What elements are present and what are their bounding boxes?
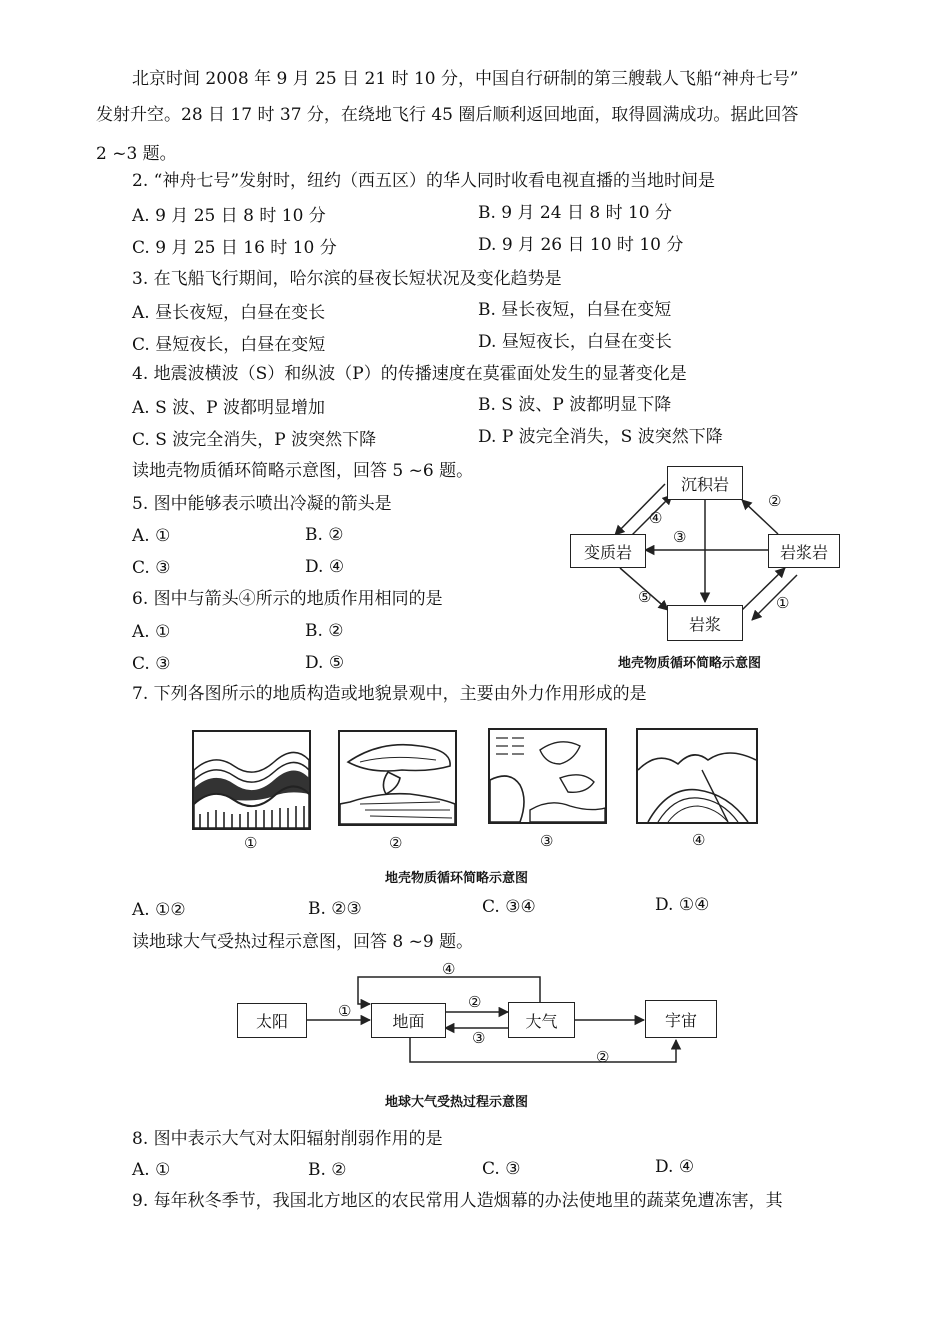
q5-stem: 5. 图中能够表示喷出冷凝的箭头是 bbox=[132, 494, 392, 514]
q8-option-b: B. ② bbox=[308, 1160, 347, 1180]
q6-option-c: C. ③ bbox=[132, 654, 171, 674]
picture-label-3: ③ bbox=[540, 832, 554, 850]
node-atmosphere: 大气 bbox=[508, 1002, 575, 1038]
heat-label-2a: ② bbox=[468, 993, 482, 1011]
q4-option-a: A. S 波、P 波都明显增加 bbox=[132, 398, 325, 418]
node-sedimentary-rock: 沉积岩 bbox=[667, 466, 743, 500]
label-1: ① bbox=[776, 594, 790, 612]
q3-option-c: C. 昼短夜长，白昼在变短 bbox=[132, 335, 326, 355]
arrow-ground-to-space bbox=[410, 1038, 676, 1062]
q3-option-b: B. 昼长夜短，白昼在变短 bbox=[478, 300, 672, 320]
heat-label-3: ③ bbox=[472, 1029, 486, 1047]
q5-option-a: A. ① bbox=[132, 526, 171, 546]
q4-option-c: C. S 波完全消失，P 波突然下降 bbox=[132, 430, 377, 450]
q3-option-d: D. 昼短夜长，白昼在变长 bbox=[478, 332, 672, 352]
q2-option-c: C. 9 月 25 日 16 时 10 分 bbox=[132, 238, 337, 258]
node-igneous-rock: 岩浆岩 bbox=[768, 534, 840, 568]
heat-label-2b: ② bbox=[596, 1048, 610, 1066]
read-instruction-8-9: 读地球大气受热过程示意图，回答 8 ~9 题。 bbox=[132, 932, 474, 952]
q4-option-b: B. S 波、P 波都明显下降 bbox=[478, 395, 672, 415]
q7-stem: 7. 下列各图所示的地质构造或地貌景观中，主要由外力作用形成的是 bbox=[132, 684, 647, 704]
label-5: ⑤ bbox=[638, 588, 652, 606]
q8-option-c: C. ③ bbox=[482, 1159, 521, 1179]
q5-option-b: B. ② bbox=[305, 525, 344, 545]
q6-stem: 6. 图中与箭头④所示的地质作用相同的是 bbox=[132, 589, 443, 609]
q9-stem: 9. 每年秋冬季节，我国北方地区的农民常用人造烟幕的办法使地里的蔬菜免遭冻害，其 bbox=[132, 1191, 783, 1211]
q7-figure-caption: 地壳物质循环简略示意图 bbox=[385, 871, 529, 886]
node-ground: 地面 bbox=[371, 1003, 446, 1038]
heat-label-4: ④ bbox=[442, 960, 456, 978]
q6-option-a: A. ① bbox=[132, 622, 171, 642]
picture-label-4: ④ bbox=[692, 831, 706, 849]
read-instruction-5-6: 读地壳物质循环简略示意图，回答 5 ~6 题。 bbox=[132, 461, 474, 481]
node-sun: 太阳 bbox=[237, 1003, 307, 1038]
q6-option-b: B. ② bbox=[305, 621, 344, 641]
q7-option-a: A. ①② bbox=[132, 900, 186, 920]
picture-label-1: ① bbox=[244, 834, 258, 852]
q7-option-b: B. ②③ bbox=[308, 899, 362, 919]
rock-diagram-caption: 地壳物质循环简略示意图 bbox=[618, 656, 762, 671]
node-metamorphic-rock: 变质岩 bbox=[570, 534, 646, 568]
q7-option-c: C. ③④ bbox=[482, 897, 536, 917]
q2-stem: 2. “神舟七号”发射时，纽约（西五区）的华人同时收看电视直播的当地时间是 bbox=[132, 171, 716, 191]
heat-diagram-caption: 地球大气受热过程示意图 bbox=[385, 1095, 529, 1110]
intro-line-1: 北京时间 2008 年 9 月 25 日 21 时 10 分，中国自行研制的第三艘载人飞船“神舟七号” bbox=[132, 69, 799, 89]
q2-option-d: D. 9 月 26 日 10 时 10 分 bbox=[478, 235, 684, 255]
node-space: 宇宙 bbox=[645, 1000, 717, 1038]
q6-option-d: D. ⑤ bbox=[305, 653, 345, 673]
q2-option-a: A. 9 月 25 日 8 时 10 分 bbox=[132, 206, 326, 226]
q5-option-c: C. ③ bbox=[132, 558, 171, 578]
picture-label-2: ② bbox=[389, 834, 403, 852]
label-4: ④ bbox=[649, 509, 663, 527]
q8-stem: 8. 图中表示大气对太阳辐射削弱作用的是 bbox=[132, 1129, 443, 1149]
arrow-4-loop bbox=[358, 977, 540, 1004]
q3-stem: 3. 在飞船飞行期间，哈尔滨的昼夜长短状况及变化趋势是 bbox=[132, 269, 562, 289]
q8-option-d: D. ④ bbox=[655, 1157, 695, 1177]
label-3: ③ bbox=[673, 528, 687, 546]
q2-option-b: B. 9 月 24 日 8 时 10 分 bbox=[478, 203, 673, 223]
q7-option-d: D. ①④ bbox=[655, 895, 710, 915]
intro-line-3: 2 ~3 题。 bbox=[96, 144, 177, 164]
node-magma: 岩浆 bbox=[667, 605, 743, 641]
heat-label-1: ① bbox=[338, 1002, 352, 1020]
q8-option-a: A. ① bbox=[132, 1160, 171, 1180]
intro-line-2: 发射升空。28 日 17 时 37 分，在绕地飞行 45 圈后顺利返回地面，取得圆满成功。据此回答 bbox=[96, 105, 799, 125]
label-2: ② bbox=[768, 492, 782, 510]
q4-option-d: D. P 波完全消失，S 波突然下降 bbox=[478, 427, 723, 447]
q3-option-a: A. 昼长夜短，白昼在变长 bbox=[132, 303, 326, 323]
q5-option-d: D. ④ bbox=[305, 557, 345, 577]
q4-stem: 4. 地震波横波（S）和纵波（P）的传播速度在莫霍面处发生的显著变化是 bbox=[132, 364, 687, 384]
